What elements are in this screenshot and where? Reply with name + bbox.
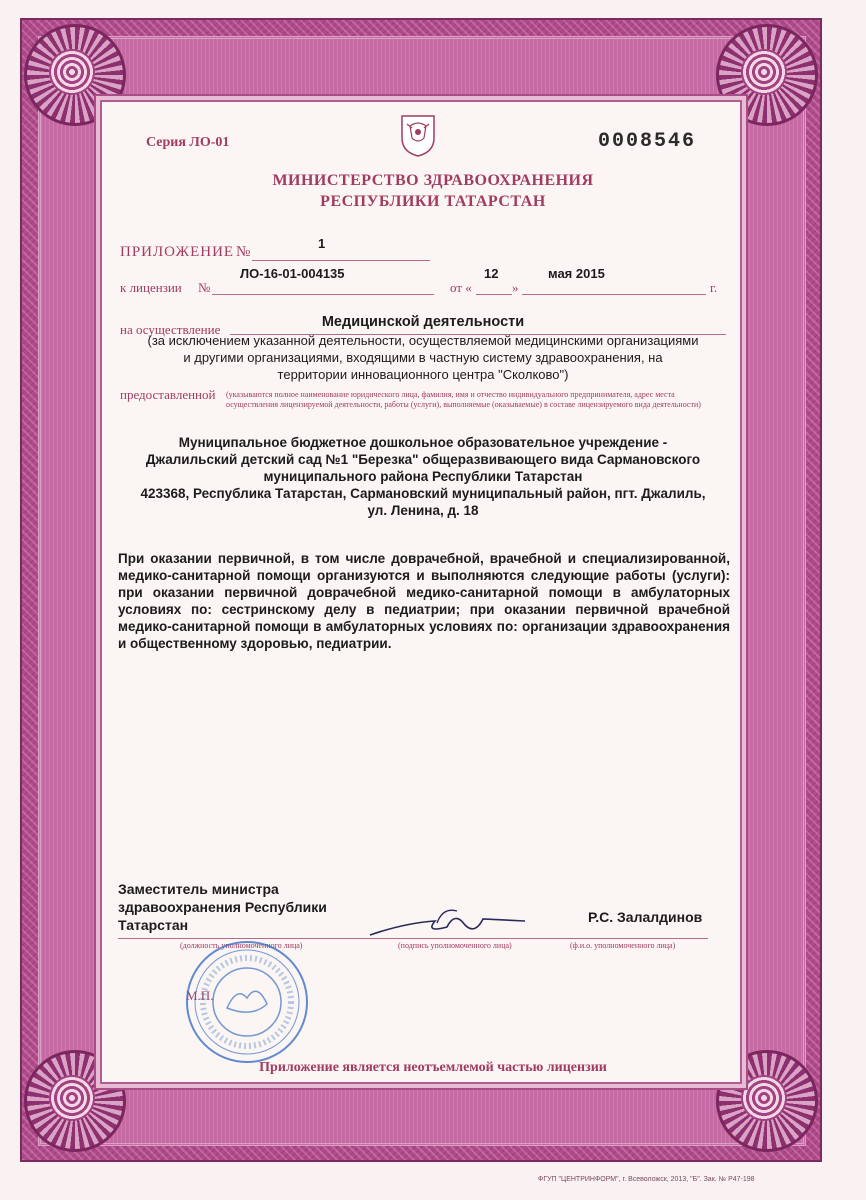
handwritten-signature — [365, 905, 535, 945]
appendix-number-line — [252, 260, 430, 261]
official-seal-stamp — [172, 938, 322, 1066]
license-day: 12 — [484, 266, 499, 281]
caption-position: (должность уполномоченного лица) — [180, 941, 303, 950]
caption-signature: (подпись уполномоченного лица) — [398, 941, 512, 950]
activity-label: на осуществление — [120, 322, 221, 337]
day-line — [476, 294, 512, 295]
appendix-number: 1 — [318, 236, 326, 251]
activity-desc-line1: (за исключением указанной деятельности, осуществляемой медицинскими организациями — [147, 333, 699, 348]
signatory-position — [118, 880, 327, 934]
coat-of-arms-icon — [398, 112, 438, 158]
grantee-address-line2: ул. Ленина, д. 18 — [367, 503, 479, 518]
signatory-position-line1: Заместитель министра — [118, 881, 279, 897]
caption-name: (ф.и.о. уполномоченного лица) — [570, 941, 676, 950]
ministry-title: МИНИСТЕРСТВО ЗДРАВООХРАНЕНИЯ — [272, 172, 594, 189]
grantee-name-line1: Муниципальное бюджетное дошкольное образовательное учреждение - — [178, 435, 668, 450]
grantee-label: предоставленной — [120, 387, 216, 402]
seal-place-label: М.П. — [186, 988, 214, 1003]
license-number-sign: № — [198, 280, 211, 295]
grantee-name-line3: муниципального района Республики Татарстан — [263, 469, 583, 484]
series-label: Серия ЛО-01 — [146, 135, 230, 150]
services-text: При оказании первичной, в том числе доврачебной, врачебной и специализированной, медико-санитарной помощи организуются и выполняются следующие работы (услуги): при оказании первичной доврачебной медико-санитарной помощи в амбулаторных условиях по: сестринскому делу в педиатрии; при оказании первичной врачебной медико-санитарной помощи в амбулаторных условиях по: организации здравоохранения и общественному здоровью, педиатрии. — [118, 551, 730, 651]
license-label: к лицензии — [120, 280, 182, 295]
signatory-position-line3: Татарстан — [118, 917, 189, 933]
license-month-year: мая 2015 — [548, 266, 605, 281]
grantee-note: (указываются полное наименование юридического лица, фамилия, имя и отчество индивидуального предпринимателя, адрес места осуществления лицензируемой деятельности, работы (услуги), выполняемые (оказываемые) в составе лицензируемого вида деятельности) — [226, 390, 701, 409]
appendix-label: ПРИЛОЖЕНИЕ — [120, 244, 235, 260]
date-close-quote: » — [512, 280, 519, 295]
signatory-position-line2: здравоохранения Республики — [118, 899, 327, 915]
license-number-line — [212, 294, 434, 295]
activity-desc-line3: территории инновационного центра "Сколково") — [277, 367, 569, 382]
activity-title: Медицинской деятельности — [321, 314, 525, 330]
month-year-line — [522, 294, 706, 295]
date-open-quote: от « — [450, 280, 472, 295]
signatory-name: Р.С. Залалдинов — [588, 909, 703, 925]
grantee-address-line1: 423368, Республика Татарстан, Сармановский муниципальный район, пгт. Джалиль, — [140, 486, 706, 501]
form-serial-number: 0008546 — [598, 130, 697, 153]
grantee-name-line2: Джалильский детский сад №1 "Березка" общеразвивающего вида Сармановского — [145, 452, 701, 467]
year-suffix: г. — [710, 280, 718, 295]
ministry-title-republic: РЕСПУБЛИКИ ТАТАРСТАН — [320, 193, 546, 210]
license-number: ЛО-16-01-004135 — [240, 266, 345, 281]
appendix-number-sign: № — [236, 244, 251, 260]
printer-imprint: ФГУП "ЦЕНТРИНФОРМ", г. Всеволожск, 2013, "Б". Зак. № Р47-198 — [538, 1176, 755, 1183]
footer-note: Приложение является неотъемлемой частью лицензии — [259, 1060, 607, 1075]
activity-desc-line2: и другими организациями, входящими в частную систему здравоохранения, на — [183, 350, 663, 365]
